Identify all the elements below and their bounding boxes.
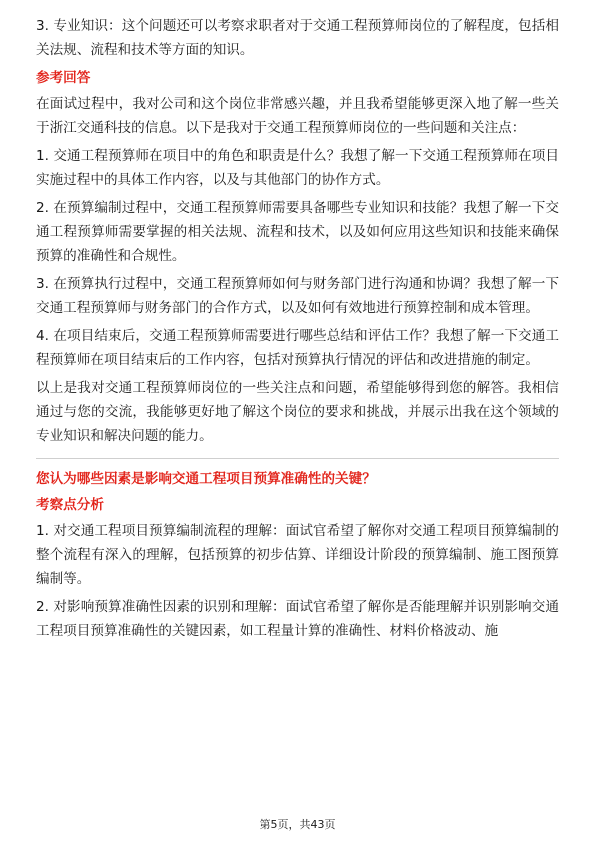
question-point-3: 3. 专业知识：这个问题还可以考察求职者对于交通工程预算师岗位的了解程度，包括相关法规、流程和技术等方面的知识。 [36, 18, 559, 58]
analysis-point-2: 2. 对影响预算准确性因素的识别和理解：面试官希望了解你是否能理解并识别影响交通工程项目预算准确性的关键因素，如工程量计算的准确性、材料价格波动、施 [36, 599, 559, 639]
answer-point-2: 2. 在预算编制过程中，交通工程预算师需要具备哪些专业知识和技能？我想了解一下交通工程预算师需要掌握的相关法规、流程和技术，以及如何应用这些知识和技能来确保预算的准确性和合规性。 [36, 200, 559, 264]
answer-point-3: 3. 在预算执行过程中，交通工程预算师如何与财务部门进行沟通和协调？我想了解一下交通工程预算师与财务部门的合作方式，以及如何有效地进行预算控制和成本管理。 [36, 276, 559, 316]
analysis-heading: 考察点分析 [36, 497, 104, 513]
answer-intro-paragraph: 在面试过程中，我对公司和这个岗位非常感兴趣，并且我希望能够更深入地了解一些关于浙江交通科技的信息。以下是我对于交通工程预算师岗位的一些问题和关注点： [36, 96, 559, 136]
answer-point-4: 4. 在项目结束后，交通工程预算师需要进行哪些总结和评估工作？我想了解一下交通工程预算师在项目结束后的工作内容，包括对预算执行情况的评估和改进措施的制定。 [36, 328, 559, 368]
document-page [36, 14, 559, 647]
reference-answer-heading: 参考回答 [36, 70, 91, 86]
section-divider [36, 458, 559, 459]
answer-point-1: 1. 交通工程预算师在项目中的角色和职责是什么？我想了解一下交通工程预算师在项目实施过程中的具体工作内容，以及与其他部门的协作方式。 [36, 148, 559, 188]
page-indicator: 第5页，共43页 [259, 818, 336, 831]
answer-conclusion-paragraph: 以上是我对交通工程预算师岗位的一些关注点和问题，希望能够得到您的解答。我相信通过与您的交流，我能够更好地了解这个岗位的要求和挑战，并展示出我在这个领域的专业知识和解决问题的能力。 [36, 380, 559, 444]
analysis-point-1: 1. 对交通工程项目预算编制流程的理解：面试官希望了解你对交通工程项目预算编制的整个流程有深入的理解，包括预算的初步估算、详细设计阶段的预算编制、施工图预算编制等。 [36, 523, 559, 587]
interview-question-heading: 您认为哪些因素是影响交通工程项目预算准确性的关键？ [36, 471, 376, 487]
